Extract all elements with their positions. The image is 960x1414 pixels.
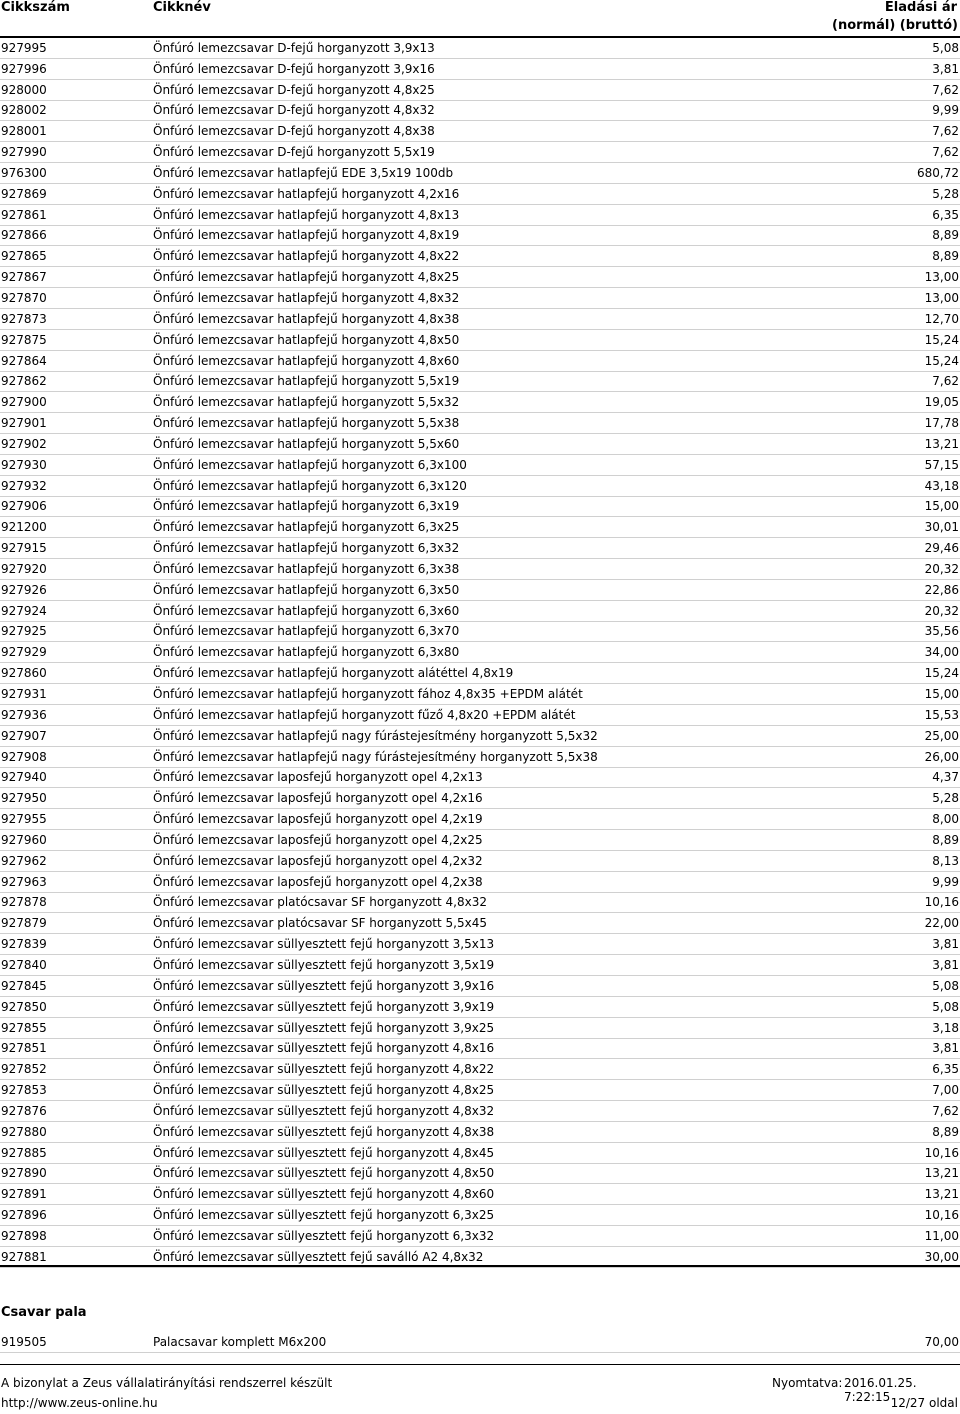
header-price: Eladási ár — [884, 0, 957, 15]
row-name: Önfúró lemezcsavar hatlapfejű horganyzott 6,3x38 — [153, 561, 460, 576]
row-name: Önfúró lemezcsavar hatlapfejű horganyzott 6,3x25 — [153, 520, 460, 535]
table-row — [0, 788, 960, 809]
row-code: 921200 — [1, 520, 47, 535]
table-row — [0, 205, 960, 226]
row-price: 680,72 — [917, 165, 959, 180]
row-name: Önfúró lemezcsavar süllyesztett fejű horganyzott 4,8x60 — [153, 1187, 495, 1202]
row-name: Önfúró lemezcsavar hatlapfejű horganyzott 4,8x19 — [153, 228, 460, 243]
table-row — [0, 726, 960, 747]
row-name: Önfúró lemezcsavar hatlapfejű horganyzott 6,3x80 — [153, 645, 460, 660]
row-name: Önfúró lemezcsavar süllyesztett fejű horganyzott 3,9x25 — [153, 1020, 495, 1035]
row-price: 30,01 — [924, 520, 959, 535]
row-price: 13,00 — [924, 270, 959, 285]
row-price: 5,08 — [932, 978, 959, 993]
table-row — [0, 351, 960, 372]
row-price: 5,28 — [932, 791, 959, 806]
row-price: 5,08 — [932, 40, 959, 55]
row-name: Önfúró lemezcsavar hatlapfejű horganyzott 6,3x120 — [153, 478, 467, 493]
table-row — [0, 601, 960, 622]
table-row — [0, 768, 960, 789]
table-row — [0, 705, 960, 726]
row-code: 927925 — [1, 624, 47, 639]
row-code: 927879 — [1, 916, 47, 931]
row-code: 927880 — [1, 1124, 47, 1139]
header-code: Cikkszám — [1, 0, 70, 15]
table-row — [0, 121, 960, 142]
row-name: Önfúró lemezcsavar platócsavar SF horganyzott 4,8x32 — [153, 895, 487, 910]
row-name: Önfúró lemezcsavar süllyesztett fejű horganyzott 6,3x25 — [153, 1208, 495, 1223]
row-name: Önfúró lemezcsavar hatlapfejű nagy fúrástejesítmény horganyzott 5,5x38 — [153, 749, 598, 764]
row-code: 927885 — [1, 1145, 47, 1160]
row-code: 927915 — [1, 541, 47, 556]
row-price: 15,24 — [924, 353, 959, 368]
row-price: 15,00 — [924, 687, 959, 701]
row-price: 17,78 — [924, 416, 959, 431]
table-row — [0, 1226, 960, 1247]
table-row — [0, 684, 960, 705]
row-code: 927962 — [1, 853, 47, 868]
row-price: 5,28 — [932, 186, 959, 201]
row-name: Önfúró lemezcsavar hatlapfejű horganyzott 5,5x38 — [153, 416, 460, 431]
header-name: Cikknév — [153, 0, 211, 15]
row-name: Önfúró lemezcsavar platócsavar SF horganyzott 5,5x45 — [153, 916, 487, 931]
table-row — [0, 642, 960, 663]
row-name: Önfúró lemezcsavar D-fejű horganyzott 5,5x19 — [153, 145, 435, 160]
row-name: Önfúró lemezcsavar süllyesztett fejű horganyzott 4,8x22 — [153, 1062, 495, 1077]
table-row — [0, 1205, 960, 1226]
table-row — [0, 38, 960, 59]
footer-printed-label: Nyomtatva: — [772, 1376, 843, 1390]
row-price: 7,62 — [932, 145, 959, 160]
table-row — [0, 997, 960, 1018]
row-price: 10,16 — [924, 1145, 959, 1160]
table-row — [0, 538, 960, 559]
row-name: Önfúró lemezcsavar süllyesztett fejű horganyzott 4,8x25 — [153, 1083, 495, 1098]
table-row — [0, 434, 960, 455]
row-price: 13,21 — [924, 1187, 959, 1202]
row-price: 8,89 — [932, 1124, 959, 1139]
row-price: 3,81 — [932, 937, 959, 952]
row-code: 927839 — [1, 937, 47, 952]
row-code: 928001 — [1, 124, 47, 139]
table-row — [0, 330, 960, 351]
row-code: 927876 — [1, 1103, 47, 1118]
row-name: Önfúró lemezcsavar süllyesztett fejű horganyzott 4,8x32 — [153, 1103, 495, 1118]
row-name: Önfúró lemezcsavar hatlapfejű horganyzott fűző 4,8x20 +EPDM alátét — [153, 707, 576, 722]
table-row — [0, 1018, 960, 1039]
row-name: Önfúró lemezcsavar hatlapfejű horganyzott alátéttel 4,8x19 — [153, 666, 514, 681]
row-code: 928002 — [1, 103, 47, 118]
row-code: 927960 — [1, 832, 47, 847]
table-row — [0, 497, 960, 518]
row-price: 4,37 — [932, 770, 959, 785]
row-code: 927908 — [1, 749, 47, 764]
row-code: 927862 — [1, 374, 47, 389]
table-header — [0, 0, 960, 38]
table-row — [0, 476, 960, 497]
row-name: Önfúró lemezcsavar laposfejű horganyzott opel 4,2x13 — [153, 770, 483, 785]
row-code: 927963 — [1, 874, 47, 889]
table-row — [0, 309, 960, 330]
row-price: 30,00 — [924, 1249, 959, 1264]
row-price: 9,99 — [932, 103, 959, 118]
row-price: 43,18 — [924, 478, 959, 493]
row-name: Önfúró lemezcsavar hatlapfejű horganyzott 5,5x32 — [153, 395, 460, 410]
row-name: Önfúró lemezcsavar hatlapfejű horganyzott 6,3x100 — [153, 457, 467, 472]
row-price: 10,16 — [924, 895, 959, 910]
row-name: Önfúró lemezcsavar D-fejű horganyzott 4,8x38 — [153, 124, 435, 139]
row-name: Önfúró lemezcsavar hatlapfejű horganyzott fához 4,8x35 +EPDM alátét — [153, 687, 583, 701]
row-price: 7,62 — [932, 124, 959, 139]
row-price: 12,70 — [924, 311, 959, 326]
table-row — [0, 1101, 960, 1122]
table-row — [0, 1059, 960, 1080]
footer-website-link[interactable]: http://www.zeus-online.hu — [1, 1396, 158, 1410]
table-row — [0, 934, 960, 955]
row-name: Önfúró lemezcsavar laposfejű horganyzott opel 4,2x19 — [153, 812, 483, 827]
row-name: Önfúró lemezcsavar süllyesztett fejű horganyzott 4,8x45 — [153, 1145, 495, 1160]
row-name: Önfúró lemezcsavar laposfejű horganyzott opel 4,2x25 — [153, 832, 483, 847]
row-code: 927869 — [1, 186, 47, 201]
table-row — [0, 851, 960, 872]
row-price: 26,00 — [924, 749, 959, 764]
table-row — [0, 1164, 960, 1185]
row-price: 10,16 — [924, 1208, 959, 1223]
table-row — [0, 830, 960, 851]
row-name: Palacsavar komplett M6x200 — [153, 1335, 327, 1349]
row-code: 927860 — [1, 666, 47, 681]
table-row — [0, 413, 960, 434]
table-row — [0, 1122, 960, 1143]
row-name: Önfúró lemezcsavar hatlapfejű nagy fúrástejesítmény horganyzott 5,5x32 — [153, 728, 598, 743]
row-name: Önfúró lemezcsavar hatlapfejű horganyzott 6,3x32 — [153, 541, 460, 556]
row-code: 927931 — [1, 687, 47, 701]
row-price: 8,89 — [932, 228, 959, 243]
table-row — [0, 80, 960, 101]
row-price: 8,00 — [932, 812, 959, 827]
table-row — [0, 1143, 960, 1164]
row-code: 927870 — [1, 290, 47, 305]
row-code: 928000 — [1, 82, 47, 97]
row-price: 13,21 — [924, 1166, 959, 1181]
row-price: 6,35 — [932, 207, 959, 222]
footer-page-number: 12/27 oldal — [890, 1396, 958, 1410]
row-name: Önfúró lemezcsavar hatlapfejű horganyzott 4,8x50 — [153, 332, 460, 347]
row-price: 22,00 — [924, 916, 959, 931]
row-price: 15,24 — [924, 332, 959, 347]
row-code: 927907 — [1, 728, 47, 743]
row-code: 927850 — [1, 999, 47, 1014]
table-row — [0, 580, 960, 601]
row-name: Önfúró lemezcsavar hatlapfejű EDE 3,5x19 100db — [153, 165, 454, 180]
table-row — [0, 663, 960, 684]
table-row — [0, 517, 960, 538]
row-name: Önfúró lemezcsavar süllyesztett fejű horganyzott 4,8x50 — [153, 1166, 495, 1181]
row-name: Önfúró lemezcsavar hatlapfejű horganyzott 4,8x60 — [153, 353, 460, 368]
row-name: Önfúró lemezcsavar hatlapfejű horganyzott 4,2x16 — [153, 186, 460, 201]
row-code: 927926 — [1, 582, 47, 597]
row-price: 25,00 — [924, 728, 959, 743]
row-name: Önfúró lemezcsavar D-fejű horganyzott 4,8x25 — [153, 82, 435, 97]
row-price: 70,00 — [924, 1335, 959, 1349]
row-code: 927866 — [1, 228, 47, 243]
row-code: 927902 — [1, 436, 47, 451]
row-price: 3,81 — [932, 1041, 959, 1056]
table-row — [0, 288, 960, 309]
table-row — [0, 955, 960, 976]
row-code: 927878 — [1, 895, 47, 910]
table-row — [0, 455, 960, 476]
table-row — [0, 226, 960, 247]
footer-generated-by: A bizonylat a Zeus vállalatirányítási rendszerrel készült — [1, 1376, 333, 1390]
row-name: Önfúró lemezcsavar süllyesztett fejű horganyzott 3,5x13 — [153, 937, 495, 952]
header-price-sub: (normál) (bruttó) — [832, 18, 958, 33]
row-code: 927861 — [1, 207, 47, 222]
row-name: Önfúró lemezcsavar laposfejű horganyzott opel 4,2x32 — [153, 853, 483, 868]
row-price: 13,00 — [924, 290, 959, 305]
row-price: 8,13 — [932, 853, 959, 868]
row-code: 927901 — [1, 416, 47, 431]
row-price: 3,81 — [932, 61, 959, 76]
table-row — [0, 559, 960, 580]
table-row — [0, 142, 960, 163]
row-name: Önfúró lemezcsavar süllyesztett fejű horganyzott 3,9x19 — [153, 999, 495, 1014]
row-price: 35,56 — [924, 624, 959, 639]
row-price: 3,81 — [932, 957, 959, 972]
row-code: 927996 — [1, 61, 47, 76]
row-code: 919505 — [1, 1335, 47, 1349]
row-price: 15,53 — [924, 707, 959, 722]
row-name: Önfúró lemezcsavar süllyesztett fejű horganyzott 4,8x38 — [153, 1124, 495, 1139]
row-price: 3,18 — [932, 1020, 959, 1035]
footer-printed-at: 2016.01.25. 7:22:15 — [844, 1376, 917, 1404]
table-end-divider — [0, 1265, 960, 1267]
row-name: Önfúró lemezcsavar hatlapfejű horganyzott 6,3x60 — [153, 603, 460, 618]
table-row — [0, 872, 960, 893]
row-name: Önfúró lemezcsavar hatlapfejű horganyzott 6,3x70 — [153, 624, 460, 639]
row-name: Önfúró lemezcsavar hatlapfejű horganyzott 6,3x50 — [153, 582, 460, 597]
row-code: 927845 — [1, 978, 47, 993]
row-code: 927950 — [1, 791, 47, 806]
row-code: 927840 — [1, 957, 47, 972]
row-name: Önfúró lemezcsavar süllyesztett fejű saválló A2 4,8x32 — [153, 1249, 484, 1264]
row-name: Önfúró lemezcsavar D-fejű horganyzott 4,8x32 — [153, 103, 435, 118]
row-code: 927936 — [1, 707, 47, 722]
table-row — [0, 184, 960, 205]
row-price: 20,32 — [924, 561, 959, 576]
row-code: 927891 — [1, 1187, 47, 1202]
row-name: Önfúró lemezcsavar D-fejű horganyzott 3,9x13 — [153, 40, 435, 55]
row-name: Önfúró lemezcsavar süllyesztett fejű horganyzott 4,8x16 — [153, 1041, 495, 1056]
row-code: 927896 — [1, 1208, 47, 1223]
table-row — [0, 1184, 960, 1205]
row-name: Önfúró lemezcsavar hatlapfejű horganyzott 5,5x60 — [153, 436, 460, 451]
row-code: 927881 — [1, 1249, 47, 1264]
row-code: 927932 — [1, 478, 47, 493]
row-code: 927851 — [1, 1041, 47, 1056]
row-code: 927995 — [1, 40, 47, 55]
row-price: 34,00 — [924, 645, 959, 660]
table-row — [0, 1333, 960, 1353]
row-code: 927940 — [1, 770, 47, 785]
row-code: 927875 — [1, 332, 47, 347]
row-name: Önfúró lemezcsavar hatlapfejű horganyzott 4,8x22 — [153, 249, 460, 264]
row-price: 5,08 — [932, 999, 959, 1014]
row-name: Önfúró lemezcsavar hatlapfejű horganyzott 5,5x19 — [153, 374, 460, 389]
row-code: 927873 — [1, 311, 47, 326]
row-code: 927900 — [1, 395, 47, 410]
row-price: 22,86 — [924, 582, 959, 597]
table-row — [0, 747, 960, 768]
row-price: 8,89 — [932, 249, 959, 264]
row-price: 11,00 — [924, 1228, 959, 1243]
row-code: 927867 — [1, 270, 47, 285]
table-row — [0, 267, 960, 288]
row-price: 19,05 — [924, 395, 959, 410]
row-name: Önfúró lemezcsavar hatlapfejű horganyzott 4,8x13 — [153, 207, 460, 222]
row-code: 927955 — [1, 812, 47, 827]
row-code: 927906 — [1, 499, 47, 514]
product-table — [0, 38, 960, 1268]
row-code: 927930 — [1, 457, 47, 472]
table-row — [0, 101, 960, 122]
row-price: 7,62 — [932, 82, 959, 97]
row-code: 927865 — [1, 249, 47, 264]
row-name: Önfúró lemezcsavar hatlapfejű horganyzott 4,8x32 — [153, 290, 460, 305]
row-code: 927990 — [1, 145, 47, 160]
row-price: 6,35 — [932, 1062, 959, 1077]
row-price: 7,62 — [932, 1103, 959, 1118]
footer-divider — [0, 1364, 960, 1365]
row-code: 927890 — [1, 1166, 47, 1181]
table-row — [0, 893, 960, 914]
row-name: Önfúró lemezcsavar süllyesztett fejű horganyzott 6,3x32 — [153, 1228, 495, 1243]
row-code: 976300 — [1, 165, 47, 180]
row-price: 20,32 — [924, 603, 959, 618]
table-row — [0, 976, 960, 997]
row-price: 13,21 — [924, 436, 959, 451]
row-price: 29,46 — [924, 541, 959, 556]
table-row — [0, 246, 960, 267]
row-code: 927864 — [1, 353, 47, 368]
row-name: Önfúró lemezcsavar hatlapfejű horganyzott 4,8x25 — [153, 270, 460, 285]
table-row — [0, 372, 960, 393]
row-code: 927920 — [1, 561, 47, 576]
table-row — [0, 1080, 960, 1101]
table-row — [0, 622, 960, 643]
section-title: Csavar pala — [1, 1305, 87, 1320]
row-price: 7,00 — [932, 1083, 959, 1098]
row-price: 7,62 — [932, 374, 959, 389]
row-code: 927929 — [1, 645, 47, 660]
row-price: 9,99 — [932, 874, 959, 889]
row-price: 15,00 — [924, 499, 959, 514]
row-name: Önfúró lemezcsavar D-fejű horganyzott 3,9x16 — [153, 61, 435, 76]
table-row — [0, 59, 960, 80]
row-name: Önfúró lemezcsavar hatlapfejű horganyzott 6,3x19 — [153, 499, 460, 514]
row-name: Önfúró lemezcsavar laposfejű horganyzott opel 4,2x16 — [153, 791, 483, 806]
row-code: 927924 — [1, 603, 47, 618]
row-code: 927853 — [1, 1083, 47, 1098]
row-name: Önfúró lemezcsavar süllyesztett fejű horganyzott 3,5x19 — [153, 957, 495, 972]
row-price: 57,15 — [924, 457, 959, 472]
row-name: Önfúró lemezcsavar laposfejű horganyzott opel 4,2x38 — [153, 874, 483, 889]
table-row — [0, 163, 960, 184]
row-code: 927852 — [1, 1062, 47, 1077]
row-code: 927898 — [1, 1228, 47, 1243]
row-name: Önfúró lemezcsavar hatlapfejű horganyzott 4,8x38 — [153, 311, 460, 326]
row-price: 15,24 — [924, 666, 959, 681]
row-code: 927855 — [1, 1020, 47, 1035]
table-row — [0, 913, 960, 934]
table-row — [0, 392, 960, 413]
table-row — [0, 809, 960, 830]
row-price: 8,89 — [932, 832, 959, 847]
row-name: Önfúró lemezcsavar süllyesztett fejű horganyzott 3,9x16 — [153, 978, 495, 993]
table-row — [0, 1039, 960, 1060]
